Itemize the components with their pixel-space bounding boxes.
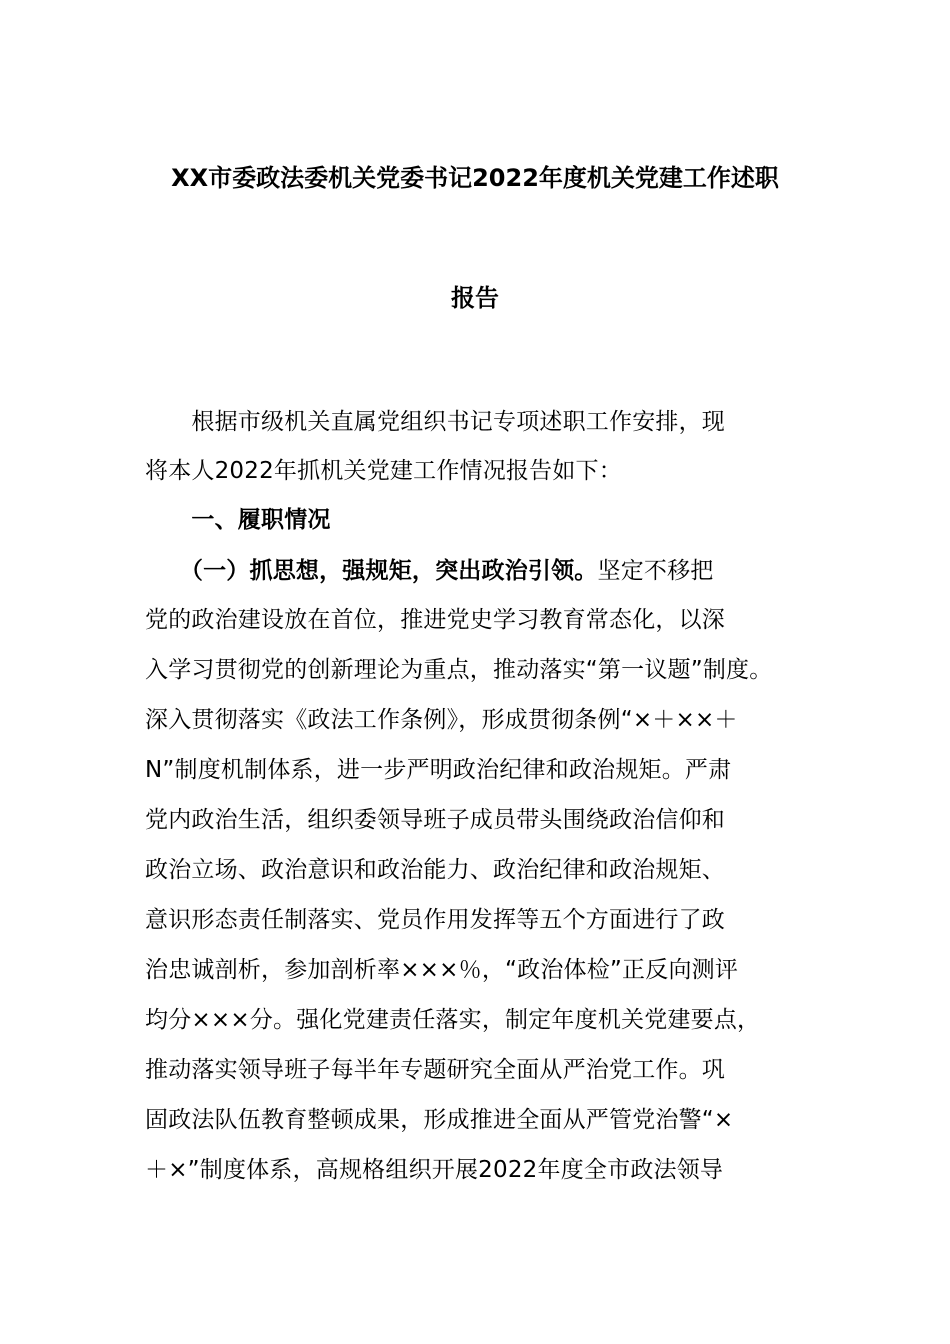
paragraph-line-6: 入学习贯彻党的创新理论为重点，推动落实“第一议题”制度。 (145, 657, 773, 683)
document-title-line-2: 报告 (451, 284, 499, 312)
paragraph-line-15: 固政法队伍教育整顿成果，形成推进全面从严管党治警“× (145, 1107, 734, 1133)
paragraph-line-2: 将本人2022年抓机关党建工作情况报告如下： (145, 458, 622, 484)
subsection-heading: （一）抓思想，强规矩，突出政治引领。 (145, 558, 598, 584)
paragraph-line-14: 推动落实领导班子每半年专题研究全面从严治党工作。巩 (145, 1057, 725, 1083)
subsection-line (145, 556, 835, 586)
paragraph-line-5: 党的政治建设放在首位，推进党史学习教育常态化，以深 (145, 607, 725, 633)
section-heading-1: 一、履职情况 (145, 507, 331, 533)
paragraph-line-9: 党内政治生活，组织委领导班子成员带头围绕政治信仰和 (145, 807, 725, 833)
paragraph-line-16: ＋×”制度体系，高规格组织开展2022年度全市政法领导 (145, 1157, 724, 1183)
subsection-text-start: 坚定不移把 (597, 558, 714, 584)
paragraph-line-8: N”制度机制体系，进一步严明政治纪律和政治规矩。严肃 (145, 757, 732, 783)
paragraph-line-7: 深入贯彻落实《政法工作条例》，形成贯彻条例“×＋××＋ (145, 707, 738, 733)
paragraph-line-1: 根据市级机关直属党组织书记专项述职工作安排，现 (145, 409, 725, 435)
document-title-line-1: XX市委政法委机关党委书记2022年度机关党建工作述职 (171, 164, 779, 192)
paragraph-line-11: 意识形态责任制落实、党员作用发挥等五个方面进行了政 (145, 907, 725, 933)
paragraph-line-10: 政治立场、政治意识和政治能力、政治纪律和政治规矩、 (145, 857, 725, 883)
paragraph-line-12: 治忠诚剖析，参加剖析率×××％，“政治体检”正反向测评 (145, 957, 739, 983)
paragraph-line-13: 均分×××分。强化党建责任落实，制定年度机关党建要点， (145, 1007, 761, 1033)
